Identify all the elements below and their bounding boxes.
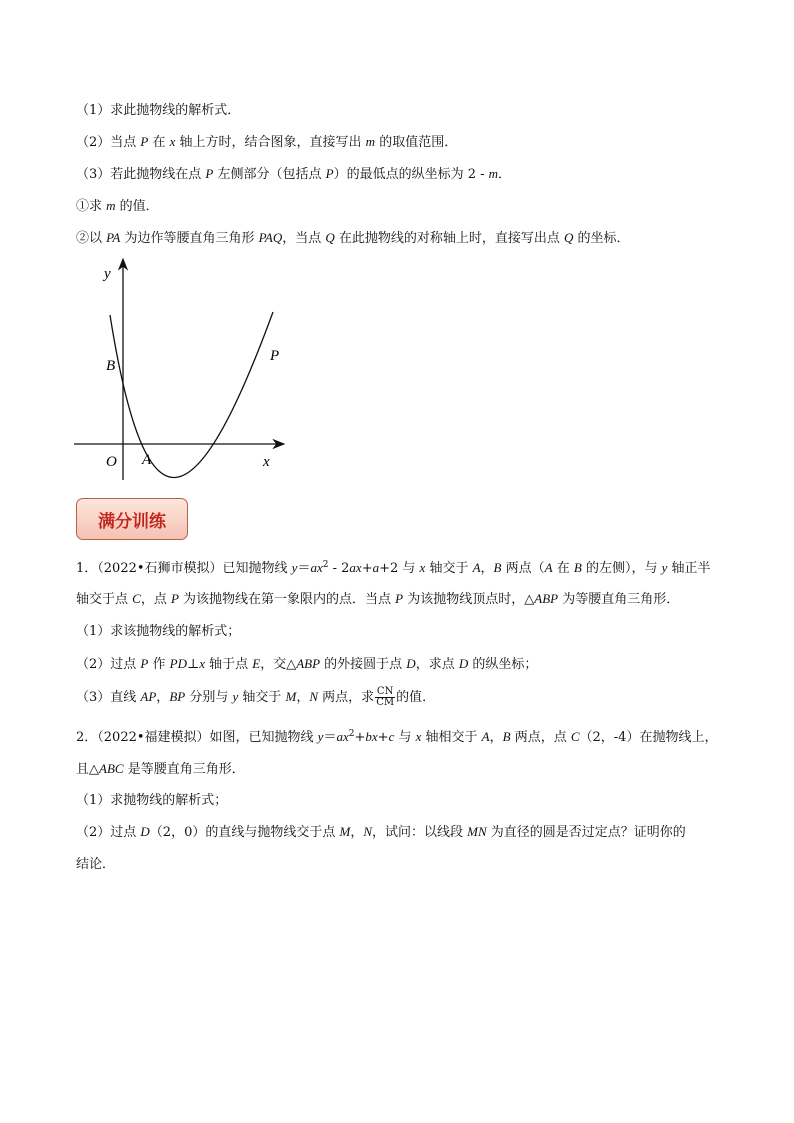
problem-1-question-2: （2）过点 P 作 PD⊥x 轴于点 E，交△ABP 的外接圆于点 D，求点 D 的纵坐标； xyxy=(76,656,538,672)
x-axis-label: x xyxy=(263,454,270,470)
question-3: （3）若此抛物线在点 P 左侧部分（包括点 P）的最低点的纵坐标为 2 - m． xyxy=(76,166,512,182)
sub-question-2: ②以 PA 为边作等腰直角三角形 PAQ，当点 Q 在此抛物线的对称轴上时，直接写出点 Q 的坐标． xyxy=(76,230,630,246)
problem-1-line-2: 轴交于点 C，点 P 为该抛物线在第一象限内的点．当点 P 为该抛物线顶点时，△ABP 为等腰直角三角形． xyxy=(76,591,680,607)
problem-1-line-1: 1．（2022•石狮市模拟）已知抛物线 $y=ax^2 - 2ax+a+2$ 与 x 轴交于 A，B 两点（A 在 B 的左侧），与 y 轴正半 xyxy=(76,560,711,576)
question-2: （2）当点 P 在 x 轴上方时，结合图象，直接写出 m 的取值范围． xyxy=(76,134,458,150)
sub-question-1: ①求 m 的值． xyxy=(76,198,159,214)
problem-1-question-1: （1）求该抛物线的解析式； xyxy=(76,624,241,639)
parabola-curve xyxy=(110,312,273,477)
origin-label: O xyxy=(106,454,117,470)
point-b-label: B xyxy=(106,358,116,374)
question-1: （1）求此抛物线的解析式． xyxy=(76,103,241,118)
point-a-label: A xyxy=(142,452,152,468)
problem-2-question-2: （2）过点 D（2，0）的直线与抛物线交于点 M，N，试问：以线段 MN 为直径的圆是否过定点？证明你的 xyxy=(76,824,686,840)
parabola-figure xyxy=(66,252,296,487)
problem-2-line-1: 2．（2022•福建模拟）如图，已知抛物线 $y=ax^2+bx+c$ 与 x 轴相交于 A，B 两点，点 C（2，-4）在抛物线上， xyxy=(76,729,718,745)
problem-1-question-3: （3）直线 AP，BP 分别与 y 轴交于 M，N 两点，求 $\frac{CN}{CM}$ 的值． xyxy=(76,686,436,708)
point-p-label: P xyxy=(270,348,280,364)
problem-2-question-1: （1）求抛物线的解析式； xyxy=(76,793,228,808)
section-badge: 满分训练 xyxy=(76,498,188,540)
problem-2-line-2: 且△ABC 是等腰直角三角形． xyxy=(76,761,245,777)
problem-2-question-2-end: 结论． xyxy=(76,857,116,872)
ratio-fraction: $\frac{CN}{CM}$ xyxy=(376,686,395,708)
y-axis-label: y xyxy=(104,266,111,282)
